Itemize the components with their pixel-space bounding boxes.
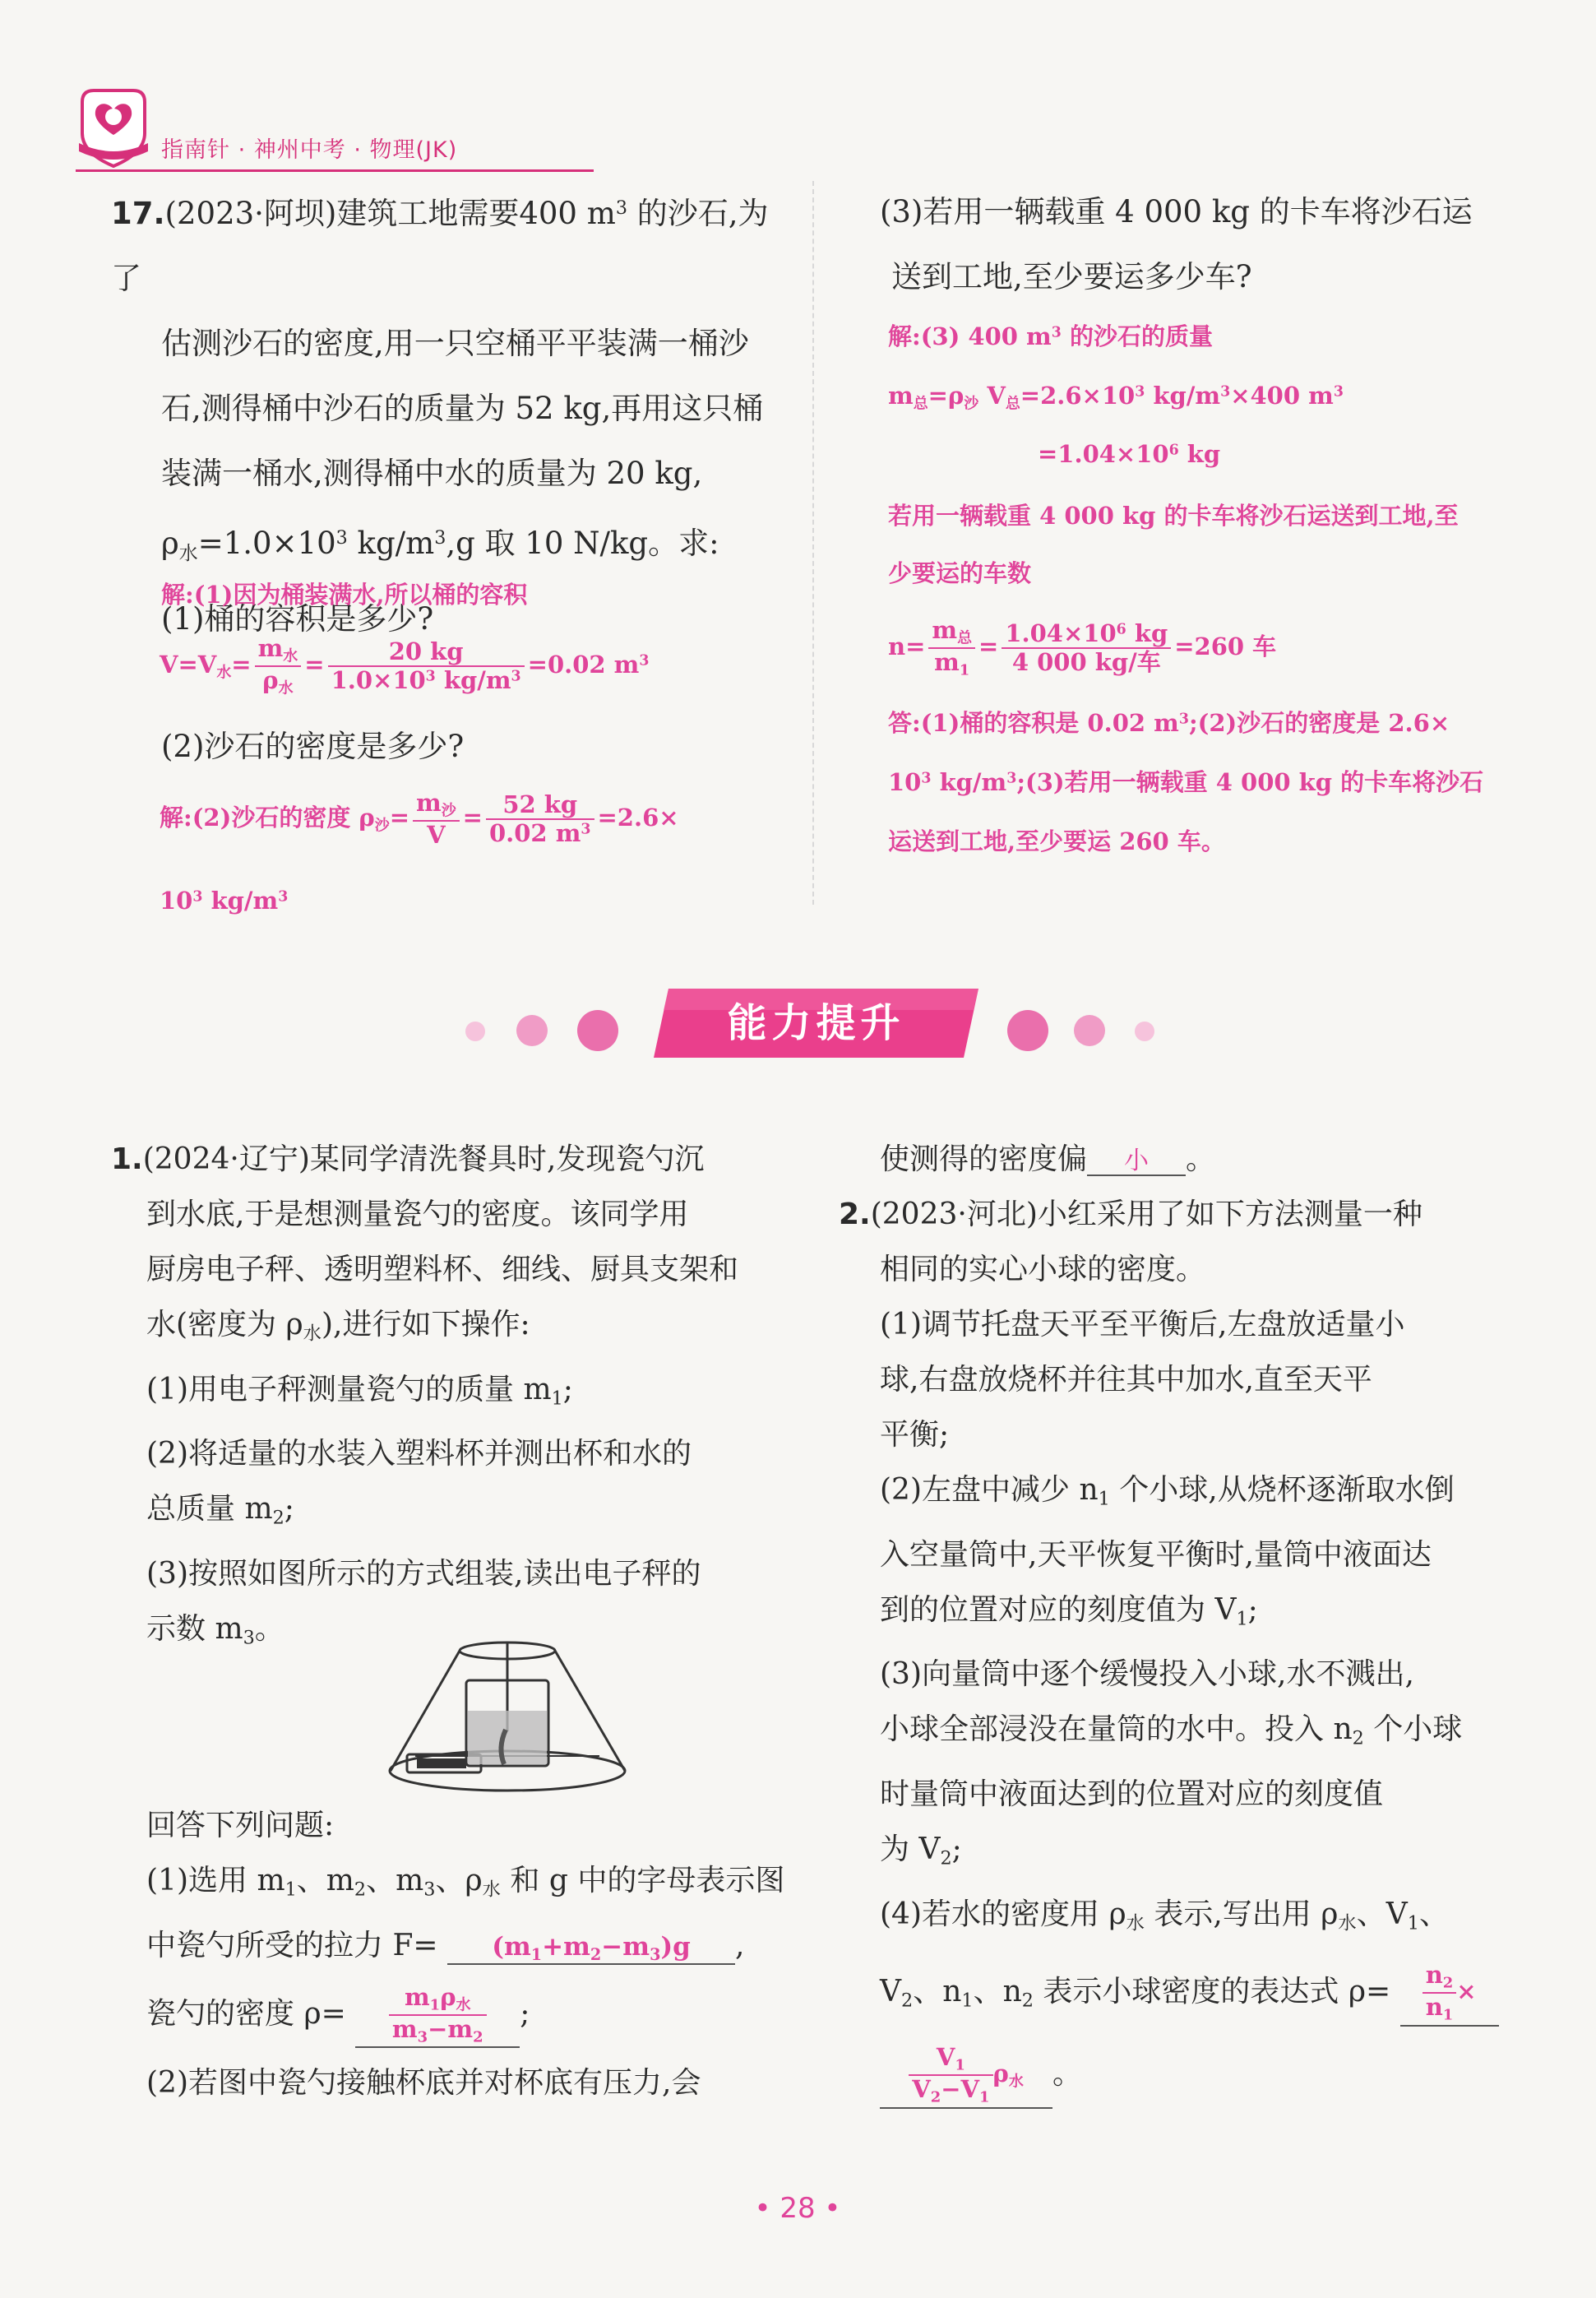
p1-line2: 到水底,于是想测量瓷勺的密度。该同学用 — [146, 1198, 689, 1231]
p2-s3-line2 — [880, 1702, 1529, 1767]
fraction — [328, 638, 525, 695]
text: 水(密度为 ρ — [146, 1308, 303, 1341]
text: ; — [284, 1492, 294, 1527]
fraction — [413, 790, 460, 849]
text: m — [888, 382, 914, 410]
p1-answer-intro: 回答下列问题: — [146, 1809, 335, 1842]
decor-dot — [577, 1010, 618, 1051]
p2-column — [839, 1132, 1529, 2115]
column-divider — [812, 181, 814, 905]
text: =2.6× — [597, 804, 679, 832]
text: (4)若水的密度用 ρ — [880, 1897, 1126, 1931]
text: 沙 — [441, 802, 456, 820]
text: V — [427, 821, 446, 850]
text: 2 — [272, 1508, 285, 1530]
p1-line3: 厨房电子秤、透明塑料杯、细线、厨具支架和 — [146, 1253, 739, 1286]
text: = — [231, 651, 252, 679]
p1-step2-line1: (2)将适量的水装入塑料杯并测出杯和水的 — [146, 1437, 692, 1471]
text: kg/m — [931, 768, 1007, 796]
text: ,g 取 10 N/kg。求: — [446, 526, 719, 562]
text: ρ — [161, 526, 179, 562]
text: 10 — [888, 768, 922, 796]
text: 的沙石的质量 — [1061, 322, 1213, 350]
decor-dot — [1135, 1022, 1154, 1041]
p2-s1-line2: 球,右盘放烧杯并往其中加水,直至天平 — [880, 1363, 1372, 1397]
text: 0.02 m — [488, 819, 581, 848]
text: =2.6×10 — [1020, 382, 1136, 410]
question-number: 17. — [111, 196, 165, 232]
text: 水 — [1338, 1912, 1357, 1934]
q17-part3-line1: (3)若用一辆载重 4 000 kg 的卡车将沙石运 — [880, 194, 1473, 229]
q17-stem-line4: 装满一桶水,测得桶中水的质量为 20 kg, — [161, 456, 703, 492]
p1-q2-line1: (2)若图中瓷勺接触杯底并对杯底有压力,会 — [146, 2065, 701, 2100]
text: 水 — [1008, 2073, 1024, 2091]
q17-solution3-line2 — [888, 382, 1344, 413]
text: (2023·阿坝)建筑工地需要400 m — [164, 196, 616, 232]
apparatus-figure — [374, 1633, 641, 1797]
text: 52 kg — [486, 791, 594, 820]
text: =1.04×10 — [1038, 440, 1169, 468]
text: ρ — [440, 1982, 456, 2011]
text: 沙 — [374, 817, 390, 835]
text: 4 000 kg/车 — [1011, 648, 1161, 677]
text: × — [1456, 1977, 1477, 2006]
text: −m — [601, 1931, 650, 1962]
text: 到的位置对应的刻度值为 V — [880, 1592, 1237, 1627]
text: 3 — [921, 770, 932, 787]
text: 6 — [1168, 442, 1179, 459]
p2-s2-line3 — [880, 1582, 1529, 1647]
decor-dot — [465, 1022, 485, 1041]
text: 1 — [429, 1996, 441, 2014]
text: −V — [941, 2075, 980, 2104]
text: m — [934, 648, 960, 677]
text: 1 — [1236, 1608, 1248, 1630]
text: 1 — [955, 2056, 965, 2074]
fraction — [1423, 1962, 1457, 2024]
question-number: 1. — [111, 1142, 143, 1176]
text: = — [304, 651, 325, 679]
p2-s3-line3: 时量筒中液面达到的位置对应的刻度值 — [880, 1777, 1384, 1812]
text: n — [1425, 1961, 1443, 1990]
text: 3 — [1006, 770, 1017, 787]
text: kg/m — [347, 526, 435, 562]
text: 1 — [1407, 1912, 1419, 1934]
text: 1.04×10 — [1005, 619, 1117, 647]
text: 水 — [456, 1996, 471, 2014]
text: = — [462, 804, 483, 832]
publisher-logo — [76, 86, 151, 169]
text: kg/m — [435, 666, 511, 695]
text: =0.02 m — [527, 651, 640, 679]
q17-part2: (2)沙石的密度是多少? — [161, 729, 465, 764]
text: ×400 m — [1230, 382, 1334, 410]
text: kg/m — [202, 887, 279, 915]
text: 3 — [417, 2028, 428, 2046]
text: 10 — [160, 887, 193, 915]
text: 水 — [178, 543, 198, 565]
text: 1 — [530, 1944, 543, 1964]
text: (2)左盘中减少 n — [880, 1473, 1099, 1507]
text: (2023·河北)小红采用了如下方法测量一种 — [870, 1198, 1423, 1231]
p2-line2: 相同的实心小球的密度。 — [880, 1253, 1206, 1286]
text: 瓷勺的密度 ρ= — [146, 1996, 346, 2031]
text: 3 — [1178, 711, 1189, 728]
text: ;(2)沙石的密度是 2.6× — [1188, 709, 1450, 737]
p2-s2-line1 — [880, 1462, 1529, 1527]
fraction — [389, 1984, 487, 2046]
q17-part3 — [880, 179, 1529, 309]
text: 2 — [354, 1879, 367, 1901]
q17-solution3-line4: 若用一辆载重 4 000 kg 的卡车将沙石运送到工地,至 — [888, 502, 1459, 530]
text: 示数 m — [146, 1612, 243, 1647]
p2-s4-line1 — [880, 1887, 1529, 1952]
text: V — [978, 382, 1006, 410]
header-title: 指南针 · 神州中考 · 物理(JK) — [161, 137, 458, 163]
text: 2 — [590, 1944, 602, 1964]
p1-step3-line1: (3)按照如图所示的方式组装,读出电子秤的 — [146, 1557, 701, 1591]
text: 、V — [1356, 1897, 1408, 1931]
text: 1 — [959, 661, 970, 679]
p1-step2-line2 — [113, 1481, 798, 1546]
text: 2 — [473, 2028, 483, 2046]
text: 答:(1)桶的容积是 0.02 m — [888, 709, 1179, 737]
text: 3 — [425, 668, 436, 685]
text: 。 — [1186, 1142, 1216, 1176]
p1-q1-line2 — [113, 1918, 798, 1973]
text: 3 — [1333, 383, 1344, 401]
text: 、 — [1418, 1897, 1449, 1931]
q17-solution3-line5: 少要运的车数 — [888, 559, 1032, 587]
text: (1)用电子秤测量瓷勺的质量 m — [146, 1372, 552, 1406]
text: 1 — [1442, 2006, 1454, 2024]
text: ρ — [992, 2059, 1009, 2088]
text: kg — [1126, 619, 1168, 647]
text: +m — [542, 1931, 590, 1962]
text: 3 — [1220, 383, 1231, 401]
text: 6 — [1116, 621, 1126, 638]
text: ; — [951, 1832, 962, 1867]
q17-stem-line3: 石,测得桶中沙石的质量为 52 kg,再用这只桶 — [161, 391, 764, 427]
text: V — [880, 1975, 901, 2009]
text: 2 — [930, 2088, 941, 2106]
text: 、n — [973, 1975, 1022, 2009]
decor-dot — [1074, 1015, 1105, 1046]
text: =1.0×10 — [197, 526, 336, 562]
text: =ρ — [928, 382, 965, 410]
q17-part1: (1)桶的容积是多少? — [161, 601, 434, 637]
q17-answer-line3: 运送到工地,至少要运 260 车。 — [888, 827, 1225, 855]
text: 1 — [551, 1388, 563, 1410]
p2-s2-line2: 入空量筒中,天平恢复平衡时,量筒中液面达 — [880, 1537, 1432, 1572]
text: =260 车 — [1174, 632, 1277, 661]
text: 沙 — [964, 395, 979, 413]
q17-stem-line2: 估测沙石的密度,用一只空桶平平装满一桶沙 — [161, 326, 749, 362]
section-banner-title: 能力提升 — [727, 1000, 905, 1046]
p1-step1 — [113, 1362, 798, 1427]
text: 解:(3) 400 m — [888, 322, 1052, 350]
text: m — [932, 616, 958, 644]
text: 2 — [1021, 1990, 1034, 2013]
text: 、m — [366, 1864, 424, 1897]
text: 2 — [1442, 1974, 1454, 1992]
p2-s4-line2 — [880, 1951, 1529, 2033]
answer-blank-expression-part2 — [880, 2044, 1052, 2108]
decor-dot — [1007, 1010, 1048, 1051]
text: n= — [888, 632, 926, 661]
text: 使测得的密度偏 — [880, 1142, 1088, 1176]
page-number: • 28 • — [754, 2192, 841, 2225]
text: 1 — [979, 2088, 990, 2106]
text: 3 — [639, 652, 650, 669]
text: 总 — [913, 395, 928, 413]
text: 水 — [283, 647, 298, 665]
text: 。 — [254, 1612, 285, 1647]
text: kg/m — [1145, 382, 1221, 410]
text: 3 — [581, 821, 591, 838]
text: m — [257, 634, 284, 662]
text: V — [936, 2043, 955, 2072]
p2-line1 — [839, 1187, 1529, 1242]
text: m — [404, 1982, 430, 2011]
text: n — [1425, 1993, 1443, 2022]
p1-line4 — [113, 1297, 798, 1362]
q17-solution2-formula — [160, 790, 679, 849]
text: ; — [1247, 1592, 1258, 1627]
text: 3 — [1051, 324, 1062, 341]
p1-q1-line3 — [113, 1973, 798, 2055]
text: (m — [492, 1931, 531, 1962]
text: 、ρ — [435, 1864, 483, 1897]
text: )g — [660, 1931, 691, 1962]
q17-solution3-line3 — [1038, 440, 1220, 469]
fraction — [909, 2044, 992, 2106]
text: 1.0×10 — [331, 666, 426, 695]
text: 3 — [650, 1944, 661, 1964]
text: 3 — [192, 888, 203, 906]
text: m — [391, 2014, 418, 2043]
answer-blank-density — [355, 1984, 520, 2048]
text: 总 — [1005, 395, 1020, 413]
text: ;(3)若用一辆载重 4 000 kg 的卡车将沙石 — [1016, 768, 1484, 796]
answer-blank-bias: 小 — [1087, 1147, 1186, 1176]
text: 3 — [615, 197, 627, 219]
answer-blank-expression-part1 — [1400, 1962, 1499, 2026]
q17-stem-line1 — [111, 176, 798, 311]
text: ; — [520, 1996, 530, 2031]
p1-line1 — [111, 1132, 798, 1187]
text: 3 — [335, 527, 348, 549]
text: 总质量 m — [146, 1492, 273, 1527]
q17-solution3-line1 — [888, 322, 1213, 351]
text: 小球全部浸没在量筒的水中。投入 n — [880, 1712, 1353, 1747]
text: V=V — [160, 651, 217, 679]
text: 水 — [278, 679, 294, 697]
q17-stem-line5 — [113, 506, 798, 586]
p2-s4-line3 — [880, 2033, 1529, 2115]
p1-q1-line1 — [113, 1853, 798, 1918]
text: 水 — [216, 664, 232, 682]
q17-solution3-formula — [888, 617, 1276, 679]
text: 和 g 中的字母表示图 — [500, 1864, 785, 1897]
fraction — [1002, 620, 1171, 677]
p2-s1-line1: (1)调节托盘天平至平衡后,左盘放适量小 — [880, 1308, 1405, 1341]
text: 2 — [1352, 1728, 1364, 1750]
text: 1 — [961, 1990, 974, 2013]
text: 、m — [296, 1864, 354, 1897]
p1-stem — [113, 1132, 798, 1666]
text: 水 — [1126, 1912, 1145, 1934]
p2-s3-line4 — [880, 1822, 1529, 1887]
text: 中瓷勺所受的拉力 F= — [146, 1928, 438, 1962]
text: 表示,写出用 ρ — [1144, 1897, 1339, 1931]
text: 3 — [423, 1879, 436, 1901]
text: 表示小球密度的表达式 ρ= — [1033, 1975, 1391, 2009]
text: 1 — [285, 1879, 297, 1901]
p1-questions — [113, 1798, 798, 2110]
header-divider — [76, 169, 594, 172]
p1-q2-line2 — [880, 1132, 1529, 1187]
text: 。 — [1052, 2057, 1083, 2092]
q17-solution2-line2 — [160, 887, 288, 915]
text: (2024·辽宁)某同学清洗餐具时,发现瓷勺沉 — [142, 1142, 705, 1176]
q17-solution1-formula — [160, 635, 649, 697]
p2-s3-line1: (3)向量筒中逐个缓慢投入小球,水不溅出, — [880, 1657, 1414, 1692]
text: 20 kg — [328, 638, 525, 667]
text: 3 — [1135, 383, 1145, 401]
q17-part3-line2: 送到工地,至少要运多少车? — [891, 259, 1252, 294]
decor-dot — [516, 1015, 548, 1046]
text: 水 — [482, 1879, 501, 1901]
text: ; — [562, 1372, 573, 1406]
text: −m — [428, 2014, 474, 2043]
answer-blank-force — [447, 1933, 735, 1965]
text: m — [416, 789, 442, 817]
q17-answer-line2 — [888, 768, 1483, 797]
text: 、n — [913, 1975, 962, 2009]
q17-answer-line1 — [888, 709, 1450, 738]
text: = — [978, 632, 999, 661]
text: 总 — [957, 629, 973, 647]
text: 解:(2)沙石的密度 ρ — [160, 804, 375, 832]
text: 个小球,从烧杯逐渐取水倒 — [1109, 1473, 1455, 1507]
text: 个小球 — [1363, 1712, 1463, 1747]
text: 1 — [1098, 1488, 1110, 1510]
question-number: 2. — [839, 1198, 871, 1231]
text: kg — [1178, 440, 1221, 468]
text: 水 — [303, 1323, 322, 1345]
fraction — [255, 635, 302, 697]
text: 2 — [940, 1847, 952, 1869]
text: 3 — [511, 668, 521, 685]
text: 为 V — [880, 1832, 941, 1867]
text: ρ — [262, 666, 279, 695]
p2-s1-line3: 平衡; — [880, 1418, 950, 1452]
q17-solution1-line1: 解:(1)因为桶装满水,所以桶的容积 — [161, 581, 528, 609]
text: , — [735, 1928, 745, 1962]
text: (1)选用 m — [146, 1864, 285, 1897]
text: ),进行如下操作: — [321, 1308, 530, 1341]
text: 2 — [901, 1990, 914, 2013]
text: 3 — [434, 527, 446, 549]
text: V — [912, 2075, 931, 2104]
fraction — [928, 617, 975, 679]
text: 3 — [243, 1627, 255, 1649]
text: 的沙石,为了 — [111, 196, 769, 297]
text: = — [389, 804, 409, 832]
fraction — [486, 791, 594, 848]
text: 3 — [278, 888, 289, 906]
